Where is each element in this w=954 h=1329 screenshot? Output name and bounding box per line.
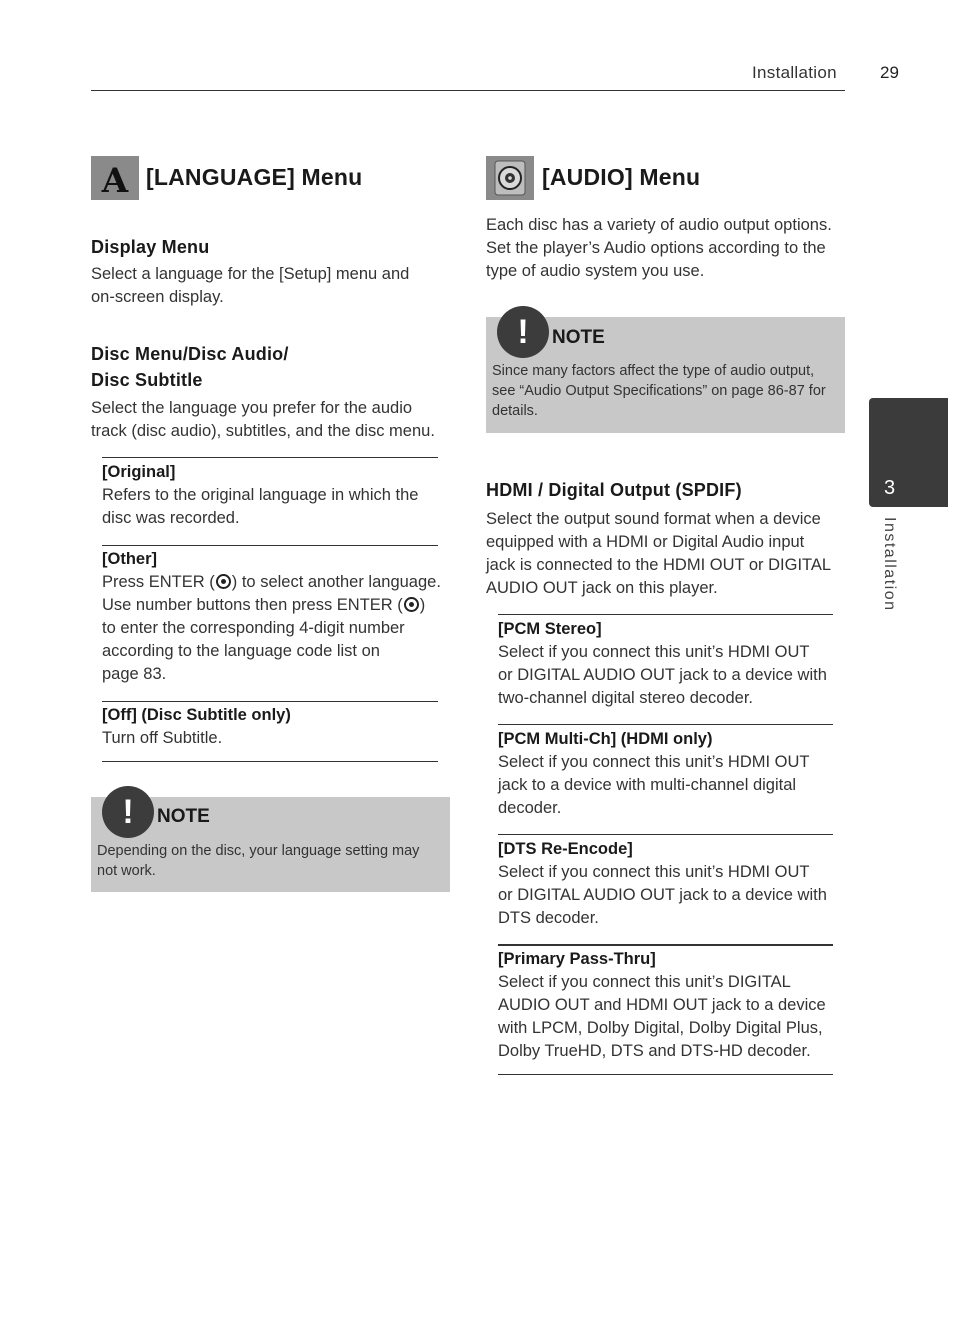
option-label: [Original] (102, 463, 176, 481)
option-divider (102, 545, 438, 546)
option-divider (102, 761, 438, 762)
option-original: [Original] Refers to the original language in which the disc was recorded. (102, 463, 419, 527)
option-other: [Other] Press ENTER ( ) to select another language. Use number buttons then press ENTER ( ) to enter the corresponding 4-digit number according to the language code list on page 83. (102, 550, 441, 683)
option-label: [DTS Re-Encode] (498, 840, 633, 858)
hdmi-output-text: Select the output sound format when a device equipped with a HDMI or Digital Audio input jack is connected to the HDMI OUT or DIGITAL AUDIO OUT jack on this player. (486, 510, 832, 597)
option-divider (102, 457, 438, 458)
option-label: [Primary Pass-Thru] (498, 950, 656, 968)
option-divider (498, 1074, 833, 1075)
chapter-tab (869, 398, 948, 507)
option-label: [Off] (Disc Subtitle only) (102, 706, 291, 724)
hdmi-output-heading: HDMI / Digital Output (SPDIF) (486, 480, 742, 500)
enter-button-icon (404, 597, 419, 612)
option-pcm-multich: [PCM Multi-Ch] (HDMI only) Select if you connect this unit’s HDMI OUT jack to a device with multi-channel digital decoder. (498, 730, 810, 817)
note-label: NOTE (552, 327, 605, 348)
option-label: [PCM Stereo] (498, 620, 602, 638)
option-divider (498, 834, 833, 835)
display-menu-text: Select a language for the [Setup] menu and on-screen display. (91, 265, 410, 306)
option-pcm-stereo: [PCM Stereo] Select if you connect this unit’s HDMI OUT or DIGITAL AUDIO OUT jack to a device with two-channel digital stereo decoder. (498, 620, 827, 707)
option-divider (498, 724, 833, 725)
option-dts-reencode: [DTS Re-Encode] Select if you connect this unit’s HDMI OUT or DIGITAL AUDIO OUT jack to a device with DTS decoder. (498, 840, 827, 927)
language-menu-title: [LANGUAGE] Menu (146, 164, 363, 190)
audio-menu-title: [AUDIO] Menu (542, 164, 701, 190)
note-label: NOTE (157, 806, 210, 827)
language-menu-icon (91, 156, 139, 200)
audio-intro-text: Each disc has a variety of audio output options. Set the player’s Audio options according to the type of audio system you use. (486, 216, 832, 280)
option-divider (102, 701, 438, 702)
option-primary-passthru: [Primary Pass-Thru] Select if you connect this unit’s DIGITAL AUDIO OUT and HDMI OUT jack to a device with LPCM, Dolby Digital, Dolby Digital Plus, Dolby TrueHD, DTS and DTS-HD decoder. (498, 950, 826, 1060)
display-menu-heading: Display Menu (91, 237, 210, 257)
running-header-section: Installation (752, 63, 837, 82)
disc-menu-heading: Disc Menu/Disc Audio/ Disc Subtitle (91, 344, 289, 390)
language-icon-letter: A (101, 161, 129, 200)
exclamation-icon: ! (102, 786, 154, 838)
option-divider (498, 614, 833, 615)
option-label: [PCM Multi-Ch] (HDMI only) (498, 730, 713, 748)
language-note-text: Depending on the disc, your language setting may not work. (97, 843, 420, 879)
header-divider (91, 90, 845, 91)
exclamation-icon: ! (497, 306, 549, 358)
option-divider (498, 944, 833, 946)
audio-note-text: Since many factors affect the type of audio output, see “Audio Output Specifications” on page 86-87 for details. (492, 363, 826, 419)
chapter-number: 3 (884, 477, 896, 499)
audio-menu-icon (486, 156, 534, 200)
disc-menu-text: Select the language you prefer for the audio track (disc audio), subtitles, and the disc menu. (91, 399, 435, 440)
chapter-label: Installation (881, 517, 898, 612)
enter-button-icon (216, 574, 231, 589)
option-label: [Other] (102, 550, 157, 568)
page-number: 29 (880, 63, 899, 82)
option-off: [Off] (Disc Subtitle only) Turn off Subtitle. (102, 706, 291, 747)
